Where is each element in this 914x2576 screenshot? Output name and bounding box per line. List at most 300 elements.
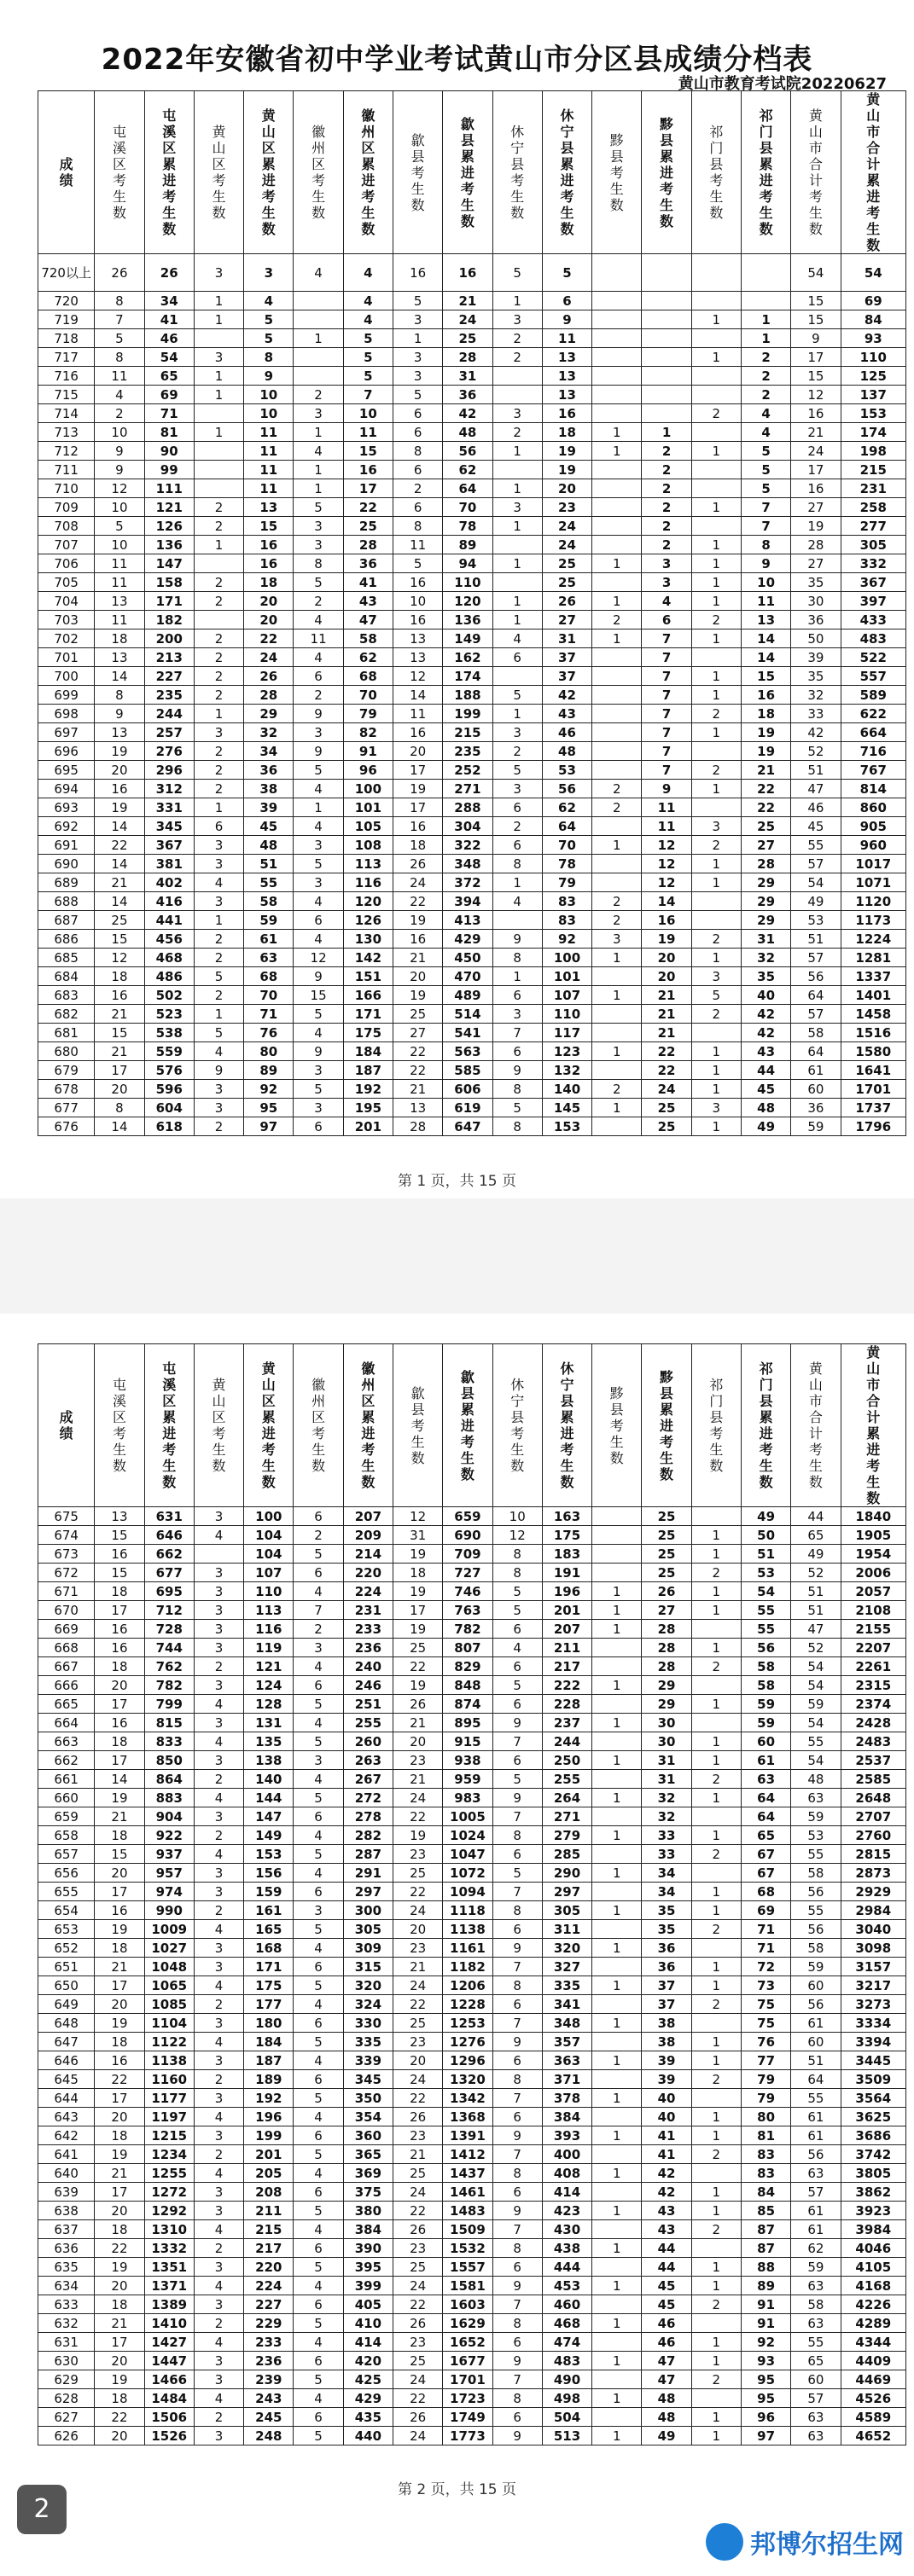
- count-cell: 48: [443, 423, 492, 442]
- count-cell: 40: [642, 2089, 691, 2108]
- count-cell: 2: [194, 1901, 243, 1920]
- count-cell: 9: [95, 461, 144, 479]
- count-cell: 208: [244, 2183, 294, 2202]
- count-cell: 3923: [841, 2202, 905, 2220]
- count-cell: 3217: [841, 1976, 905, 1995]
- count-cell: 2428: [841, 1714, 905, 1732]
- count-cell: 15: [791, 367, 841, 386]
- table-row: [38, 310, 906, 329]
- count-cell: 9: [492, 2126, 542, 2145]
- count-cell: [592, 855, 642, 873]
- count-cell: 10: [95, 536, 144, 554]
- count-cell: 37: [642, 1995, 691, 2014]
- count-cell: 1: [592, 1582, 642, 1601]
- count-cell: 1466: [144, 2370, 194, 2389]
- count-cell: 174: [841, 423, 905, 442]
- count-cell: 28: [642, 1620, 691, 1639]
- count-cell: 1: [691, 498, 741, 517]
- count-cell: 5: [194, 1024, 243, 1042]
- count-cell: 23: [393, 1845, 443, 1864]
- count-cell: 297: [542, 1883, 591, 1901]
- count-cell: [592, 705, 642, 723]
- score-cell: 701: [38, 648, 95, 667]
- count-cell: 26: [393, 2108, 443, 2126]
- count-cell: 2648: [841, 1789, 905, 1807]
- count-cell: 33: [642, 1826, 691, 1845]
- count-cell: 132: [542, 1061, 591, 1080]
- count-cell: 938: [443, 1751, 492, 1770]
- count-cell: 1: [194, 386, 243, 404]
- count-cell: 83: [542, 911, 591, 930]
- count-cell: 19: [542, 461, 591, 479]
- count-cell: 7: [343, 386, 393, 404]
- column-header: 屯溪区累进考生数: [144, 1344, 194, 1507]
- count-cell: 16: [95, 780, 144, 798]
- count-cell: 17: [393, 798, 443, 817]
- count-cell: 2: [642, 498, 691, 517]
- count-cell: 1723: [443, 2389, 492, 2408]
- count-cell: 341: [542, 1995, 591, 2014]
- count-cell: 37: [542, 648, 591, 667]
- count-cell: 367: [144, 836, 194, 855]
- count-cell: 21: [393, 1958, 443, 1976]
- count-cell: 8: [492, 2239, 542, 2258]
- count-cell: 1509: [443, 2220, 492, 2239]
- column-header: 成绩: [38, 91, 95, 254]
- count-cell: 79: [542, 873, 591, 892]
- count-cell: 576: [144, 1061, 194, 1080]
- count-cell: 20: [642, 967, 691, 986]
- count-cell: 215: [443, 723, 492, 742]
- count-cell: 14: [95, 667, 144, 686]
- count-cell: 2: [194, 2314, 243, 2333]
- table-row: [38, 386, 906, 404]
- count-cell: 40: [741, 986, 790, 1005]
- count-cell: [592, 367, 642, 386]
- count-cell: 904: [144, 1807, 194, 1826]
- table-row: [38, 517, 906, 536]
- count-cell: 19: [791, 517, 841, 536]
- count-cell: 3: [393, 348, 443, 367]
- count-cell: 7: [492, 1958, 542, 1976]
- count-cell: 6: [492, 1920, 542, 1939]
- count-cell: 429: [443, 930, 492, 949]
- count-cell: 363: [542, 2051, 591, 2070]
- count-cell: [592, 2408, 642, 2427]
- count-cell: 59: [791, 1958, 841, 1976]
- count-cell: 829: [443, 1657, 492, 1676]
- count-cell: 56: [791, 967, 841, 986]
- count-cell: 1224: [841, 930, 905, 949]
- count-cell: 153: [244, 1845, 294, 1864]
- table-row: [38, 1117, 906, 1136]
- count-cell: 7: [492, 1807, 542, 1826]
- count-cell: 1412: [443, 2145, 492, 2164]
- count-cell: 380: [343, 2202, 393, 2220]
- count-cell: 17: [95, 1061, 144, 1080]
- score-cell: 703: [38, 611, 95, 629]
- count-cell: 5: [244, 329, 294, 348]
- table-row: [38, 498, 906, 517]
- count-cell: 209: [343, 1526, 393, 1545]
- count-cell: 3394: [841, 2033, 905, 2051]
- count-cell: [691, 254, 741, 292]
- count-cell: 25: [343, 517, 393, 536]
- count-cell: 97: [244, 1117, 294, 1136]
- count-cell: [492, 573, 542, 592]
- count-cell: 92: [542, 930, 591, 949]
- table-row: [38, 2051, 906, 2070]
- count-cell: 83: [741, 2164, 790, 2183]
- count-cell: 335: [343, 2033, 393, 2051]
- count-cell: 1342: [443, 2089, 492, 2108]
- count-cell: 559: [144, 1042, 194, 1061]
- count-cell: 168: [244, 1939, 294, 1958]
- count-cell: 541: [443, 1024, 492, 1042]
- count-cell: 15: [95, 1526, 144, 1545]
- count-cell: 89: [443, 536, 492, 554]
- count-cell: 39: [642, 2070, 691, 2089]
- count-cell: 68: [741, 1883, 790, 1901]
- count-cell: 70: [542, 836, 591, 855]
- count-cell: 48: [791, 1770, 841, 1789]
- count-cell: 23: [393, 1751, 443, 1770]
- count-cell: 1: [691, 1080, 741, 1099]
- count-cell: [691, 1024, 741, 1042]
- count-cell: 522: [841, 648, 905, 667]
- count-cell: 6: [393, 498, 443, 517]
- count-cell: 15: [791, 310, 841, 329]
- count-cell: 28: [642, 1657, 691, 1676]
- count-cell: 236: [343, 1639, 393, 1657]
- count-cell: 20: [393, 1920, 443, 1939]
- count-cell: 1: [691, 1695, 741, 1714]
- count-cell: 3: [194, 254, 243, 292]
- score-cell: 707: [38, 536, 95, 554]
- count-cell: 182: [144, 611, 194, 629]
- count-cell: 1: [492, 442, 542, 461]
- count-cell: 147: [244, 1807, 294, 1826]
- count-cell: 4: [294, 1657, 343, 1676]
- count-cell: 2760: [841, 1826, 905, 1845]
- count-cell: 4: [741, 423, 790, 442]
- count-cell: 974: [144, 1883, 194, 1901]
- count-cell: 6: [294, 1807, 343, 1826]
- count-cell: 128: [244, 1695, 294, 1714]
- count-cell: 46: [642, 2314, 691, 2333]
- count-cell: 2: [642, 536, 691, 554]
- column-header: 祁门县考生数: [691, 91, 741, 254]
- count-cell: 20: [95, 2277, 144, 2295]
- count-cell: 1: [592, 2089, 642, 2108]
- count-cell: 2108: [841, 1601, 905, 1620]
- count-cell: 2: [592, 1080, 642, 1099]
- count-cell: 315: [343, 1958, 393, 1976]
- count-cell: 36: [343, 554, 393, 573]
- logo-text: 邦博尔招生网: [750, 2530, 904, 2560]
- count-cell: 18: [95, 1826, 144, 1845]
- count-cell: 1516: [841, 1024, 905, 1042]
- count-cell: 8: [492, 2070, 542, 2089]
- count-cell: [592, 1657, 642, 1676]
- count-cell: 68: [343, 667, 393, 686]
- count-cell: 2057: [841, 1582, 905, 1601]
- count-cell: 3098: [841, 1939, 905, 1958]
- count-cell: 1: [691, 2051, 741, 2070]
- count-cell: [592, 292, 642, 310]
- count-cell: 4: [343, 254, 393, 292]
- table-row: [38, 554, 906, 573]
- count-cell: [691, 1676, 741, 1695]
- count-cell: 2: [194, 949, 243, 967]
- count-cell: 239: [244, 2370, 294, 2389]
- count-cell: 60: [741, 1732, 790, 1751]
- count-cell: 7: [741, 517, 790, 536]
- count-cell: 35: [791, 667, 841, 686]
- page-number-badge[interactable]: 2: [17, 2485, 67, 2534]
- count-cell: 1: [393, 329, 443, 348]
- count-cell: 14: [95, 1770, 144, 1789]
- count-cell: 16: [95, 1620, 144, 1639]
- count-cell: 9: [791, 329, 841, 348]
- count-cell: 17: [95, 1751, 144, 1770]
- count-cell: 1773: [443, 2427, 492, 2445]
- count-cell: 59: [791, 1117, 841, 1136]
- count-cell: 145: [542, 1099, 591, 1117]
- count-cell: 13: [244, 498, 294, 517]
- count-cell: 1: [691, 1976, 741, 1995]
- count-cell: 45: [791, 817, 841, 836]
- count-cell: 69: [841, 292, 905, 310]
- count-cell: 2: [691, 1005, 741, 1024]
- count-cell: 585: [443, 1061, 492, 1080]
- count-cell: 1629: [443, 2314, 492, 2333]
- count-cell: 153: [542, 1117, 591, 1136]
- count-cell: 1: [691, 2126, 741, 2145]
- count-cell: 63: [791, 1789, 841, 1807]
- count-cell: 54: [791, 1676, 841, 1695]
- count-cell: 11: [542, 329, 591, 348]
- table-row: [38, 761, 906, 780]
- count-cell: 55: [791, 1901, 841, 1920]
- table-row: [38, 742, 906, 761]
- count-cell: 156: [244, 1864, 294, 1883]
- count-cell: 47: [791, 780, 841, 798]
- count-cell: 1: [592, 1751, 642, 1770]
- count-cell: 51: [791, 1601, 841, 1620]
- table-row: [38, 667, 906, 686]
- count-cell: 619: [443, 1099, 492, 1117]
- count-cell: 2: [194, 667, 243, 686]
- score-cell: 656: [38, 1864, 95, 1883]
- count-cell: 131: [244, 1714, 294, 1732]
- count-cell: 1954: [841, 1545, 905, 1564]
- count-cell: 311: [542, 1920, 591, 1939]
- count-cell: 55: [791, 2333, 841, 2352]
- score-cell: 647: [38, 2033, 95, 2051]
- count-cell: 6: [294, 911, 343, 930]
- count-cell: 915: [443, 1732, 492, 1751]
- count-cell: [492, 461, 542, 479]
- count-cell: 57: [791, 1005, 841, 1024]
- count-cell: 7: [294, 1601, 343, 1620]
- column-header: 徽州区累进考生数: [343, 91, 393, 254]
- count-cell: 1427: [144, 2333, 194, 2352]
- count-cell: 25: [642, 1545, 691, 1564]
- count-cell: 10: [244, 386, 294, 404]
- count-cell: 4: [343, 310, 393, 329]
- count-cell: 5: [194, 967, 243, 986]
- count-cell: 16: [95, 986, 144, 1005]
- count-cell: 799: [144, 1695, 194, 1714]
- count-cell: 43: [741, 1042, 790, 1061]
- count-cell: [194, 461, 243, 479]
- count-cell: 5: [294, 2427, 343, 2445]
- count-cell: 17: [95, 1976, 144, 1995]
- count-cell: 2: [592, 611, 642, 629]
- count-cell: 47: [642, 2352, 691, 2370]
- count-cell: [691, 648, 741, 667]
- table-row: [38, 1901, 906, 1920]
- count-cell: 1: [691, 1042, 741, 1061]
- count-cell: 5: [294, 1080, 343, 1099]
- count-cell: 11: [244, 461, 294, 479]
- count-cell: 5: [492, 1601, 542, 1620]
- count-cell: 15: [343, 442, 393, 461]
- count-cell: 189: [244, 2070, 294, 2089]
- count-cell: 9: [294, 705, 343, 723]
- count-cell: 52: [791, 1564, 841, 1582]
- count-cell: 9: [294, 967, 343, 986]
- count-cell: [194, 479, 243, 498]
- count-cell: 55: [791, 836, 841, 855]
- count-cell: 2: [691, 404, 741, 423]
- count-cell: [592, 1807, 642, 1826]
- count-cell: 3: [492, 1005, 542, 1024]
- count-cell: 96: [741, 2408, 790, 2427]
- page-gap: [0, 1198, 914, 1314]
- count-cell: [592, 1545, 642, 1564]
- count-cell: 4: [194, 2108, 243, 2126]
- score-cell: 661: [38, 1770, 95, 1789]
- count-cell: 5: [492, 1676, 542, 1695]
- count-cell: 327: [542, 1958, 591, 1976]
- score-cell: 676: [38, 1117, 95, 1136]
- count-cell: 662: [144, 1545, 194, 1564]
- column-header: 黟县考生数: [592, 1344, 642, 1507]
- count-cell: 957: [144, 1864, 194, 1883]
- count-cell: 1652: [443, 2333, 492, 2352]
- count-cell: 6: [492, 2183, 542, 2202]
- count-cell: 441: [144, 911, 194, 930]
- column-header: 屯溪区考生数: [95, 1344, 144, 1507]
- count-cell: 21: [642, 986, 691, 1005]
- count-cell: 16: [393, 723, 443, 742]
- count-cell: 3040: [841, 1920, 905, 1939]
- count-cell: 93: [741, 2352, 790, 2370]
- count-cell: 48: [741, 1099, 790, 1117]
- count-cell: 5: [492, 761, 542, 780]
- count-cell: 58: [791, 1024, 841, 1042]
- count-cell: 110: [244, 1582, 294, 1601]
- count-cell: 709: [443, 1545, 492, 1564]
- count-cell: 175: [542, 1526, 591, 1545]
- score-cell: 631: [38, 2333, 95, 2352]
- count-cell: 18: [95, 1939, 144, 1958]
- count-cell: 4: [244, 292, 294, 310]
- count-cell: 105: [343, 817, 393, 836]
- count-cell: 13: [741, 611, 790, 629]
- count-cell: 5: [294, 2089, 343, 2108]
- count-cell: 26: [144, 254, 194, 292]
- count-cell: 1: [691, 442, 741, 461]
- score-cell: 646: [38, 2051, 95, 2070]
- count-cell: 557: [841, 667, 905, 686]
- table-row: [38, 1864, 906, 1883]
- table-row: [38, 705, 906, 723]
- count-cell: 20: [393, 967, 443, 986]
- count-cell: 8: [244, 348, 294, 367]
- count-cell: 423: [542, 2202, 591, 2220]
- score-cell: 713: [38, 423, 95, 442]
- count-cell: 39: [791, 648, 841, 667]
- count-cell: 53: [791, 1826, 841, 1845]
- table-row: [38, 2427, 906, 2445]
- count-cell: 727: [443, 1564, 492, 1582]
- count-cell: 17: [95, 2183, 144, 2202]
- table-row: [38, 2070, 906, 2089]
- count-cell: 1: [294, 798, 343, 817]
- count-cell: 345: [144, 817, 194, 836]
- count-cell: [592, 1117, 642, 1136]
- count-cell: 47: [791, 1620, 841, 1639]
- count-cell: 15: [95, 1024, 144, 1042]
- count-cell: 8: [95, 1099, 144, 1117]
- count-cell: 5: [294, 2145, 343, 2164]
- count-cell: 201: [244, 2145, 294, 2164]
- count-cell: 1027: [144, 1939, 194, 1958]
- count-cell: [592, 1526, 642, 1545]
- count-cell: 88: [741, 2258, 790, 2277]
- score-cell: 659: [38, 1807, 95, 1826]
- count-cell: 2: [691, 2220, 741, 2239]
- count-cell: 287: [343, 1845, 393, 1864]
- count-cell: 42: [791, 723, 841, 742]
- count-cell: 1: [691, 536, 741, 554]
- count-cell: 44: [642, 2239, 691, 2258]
- count-cell: 199: [244, 2126, 294, 2145]
- count-cell: 20: [95, 2352, 144, 2370]
- count-cell: 100: [244, 1507, 294, 1526]
- count-cell: 1: [691, 1751, 741, 1770]
- count-cell: 34: [642, 1864, 691, 1883]
- count-cell: 6: [492, 2108, 542, 2126]
- count-cell: 65: [144, 367, 194, 386]
- count-cell: 64: [443, 479, 492, 498]
- count-cell: 54: [741, 1582, 790, 1601]
- count-cell: 7: [492, 2014, 542, 2033]
- count-cell: 85: [741, 2202, 790, 2220]
- count-cell: 20: [95, 1676, 144, 1695]
- count-cell: 2: [194, 742, 243, 761]
- count-cell: 231: [841, 479, 905, 498]
- count-cell: 35: [642, 1920, 691, 1939]
- count-cell: 19: [393, 1545, 443, 1564]
- count-cell: 96: [343, 761, 393, 780]
- count-cell: 4: [294, 2333, 343, 2352]
- count-cell: 23: [393, 2333, 443, 2352]
- count-cell: 6: [542, 292, 591, 310]
